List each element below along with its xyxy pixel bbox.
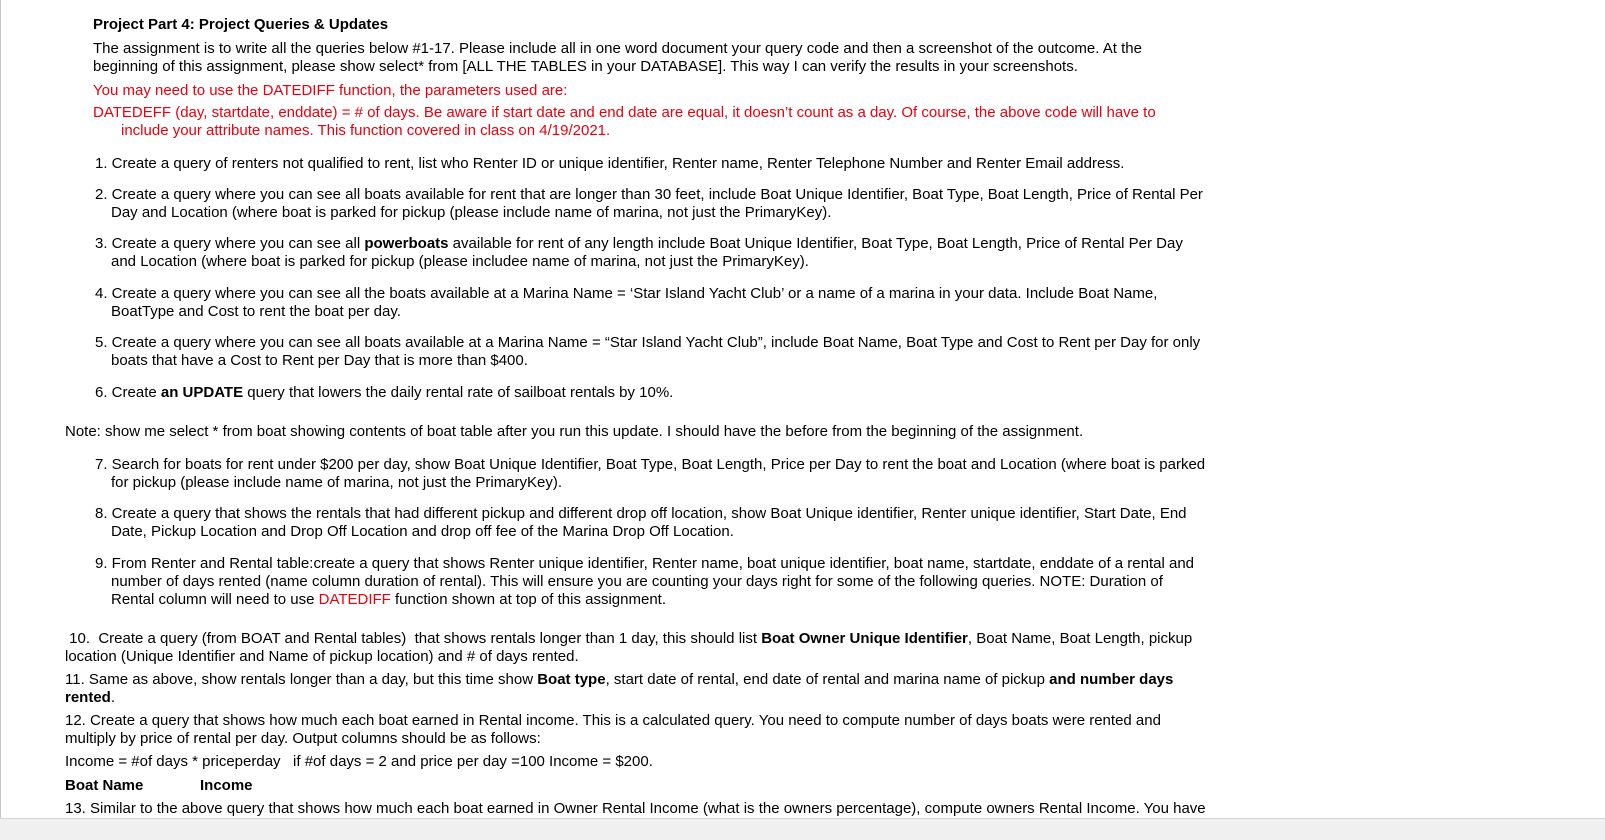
question-4-line-2: BoatType and Cost to rent the boat per day.: [111, 303, 401, 320]
question-6-pre: 6. Create: [95, 384, 161, 401]
question-10-bold: Boat Owner Unique Identifier: [761, 630, 968, 647]
question-3-post: available for rent of any length include Boat Unique Identifier, Boat Type, Boat Length, Price of Rental Per Day: [448, 235, 1183, 252]
question-9-line-3: [111, 591, 666, 609]
question-2-line-1: 2. Create a query where you can see all boats available for rent that are longer than 30 feet, include Boat Unique Identifier, Boat Type, Boat Length, Price of Rental Per: [95, 186, 1203, 203]
question-9-line-3-pre: Rental column will need to use: [111, 591, 319, 608]
horizontal-scrollbar[interactable]: [0, 818, 1605, 840]
question-9-line-1: 9. From Renter and Rental table:create a query that shows Renter unique identifier, Renter name, boat unique identifier, boat name, startdate, enddate of a rental and: [95, 555, 1195, 572]
question-11-bold-1: Boat type: [537, 671, 606, 688]
document-title: Project Part 4: Project Queries & Updates: [93, 16, 389, 33]
question-5-line-2: boats that have a Cost to Rent per Day that is more than $400.: [111, 352, 528, 369]
question-12-line-1: 12. Create a query that shows how much each boat earned in Rental income. This is a calculated query. You need to compute number of days boats were rented and: [65, 712, 1161, 729]
question-9-line-2: number of days rented (name column duration of rental). This will ensure you are counting your days right for some of the following queries. NOTE: Duration of: [111, 573, 1163, 590]
datediff-note-line-2: DATEDEFF (day, startdate, enddate) = # of days. Be aware if start date and end date are equal, it doesn’t count as a day. Of course, the above code will have to: [93, 104, 1156, 121]
question-9-datediff: DATEDIFF: [318, 591, 391, 608]
question-10-pre: 10. Create a query (from BOAT and Rental tables) that shows rentals longer than 1 day, this should list: [65, 630, 762, 647]
question-13-line-1: 13. Similar to the above query that shows how much each boat earned in Owner Rental Income (what is the owners percentage), compute owners Rental Income. You have: [65, 800, 1206, 817]
question-11-rented: rented: [65, 689, 111, 706]
question-3-bold: powerboats: [364, 235, 449, 252]
question-3-line-1: [95, 235, 1183, 253]
question-3-pre: 3. Create a query where you can see all: [95, 235, 365, 252]
question-10-post: , Boat Name, Boat Length, pickup: [967, 630, 1193, 647]
question-6-bold: an UPDATE: [160, 384, 244, 401]
question-6: [95, 384, 673, 402]
intro-line-1: The assignment is to write all the queries below #1-17. Please include all in one word document your query code and then a screenshot of the outcome. At the: [93, 40, 1142, 57]
intro-line-2: beginning of this assignment, please show select* from [ALL THE TABLES in your DATABASE]. This way I can verify the results in your screenshots.: [93, 58, 1078, 75]
question-11-period: .: [110, 689, 116, 706]
question-11-mid: , start date of rental, end date of rental and marina name of pickup: [605, 671, 1050, 688]
question-2-line-2: Day and Location (where boat is parked for pickup (please include name of marina, not just the PrimaryKey).: [111, 204, 832, 221]
question-3-line-2: and Location (where boat is parked for pickup (please includee name of marina, not just the PrimaryKey).: [111, 253, 809, 270]
question-5-line-1: 5. Create a query where you can see all boats available at a Marina Name = “Star Island Yacht Club”, include Boat Name, Boat Type and Cost to Rent per Day for only: [95, 334, 1201, 351]
income-formula: Income = #of days * priceperday if #of days = 2 and price per day =100 Income = $200.: [65, 753, 653, 770]
right-margin: [1585, 0, 1605, 818]
update-note: Note: show me select * from boat showing contents of boat table after you run this update. I should have the before from the beginning of the assignment.: [65, 423, 1084, 440]
question-1: 1. Create a query of renters not qualified to rent, list who Renter ID or unique identifier, Renter name, Renter Telephone Number and Renter Email address.: [95, 155, 1125, 172]
question-6-post: query that lowers the daily rental rate of sailboat rentals by 10%.: [243, 384, 674, 401]
question-8-line-1: 8. Create a query that shows the rentals that had different pickup and different drop off location, show Boat Unique identifier, Renter unique identifier, Start Date, End: [95, 505, 1187, 522]
question-11-bold-2: and number days: [1049, 671, 1174, 688]
question-7-line-2: for pickup (please include name of marina, not just the PrimaryKey).: [111, 474, 563, 491]
question-11-line-2: [65, 689, 115, 707]
output-col-boat-name: Boat Name: [65, 777, 144, 794]
question-10-line-1: [65, 630, 1192, 648]
datediff-note-line-3: include your attribute names. This function covered in class on 4/19/2021.: [121, 122, 611, 139]
output-col-income: Income: [200, 777, 253, 794]
question-10-line-2: location (Unique Identifier and Name of pickup location) and # of days rented.: [65, 648, 579, 665]
question-7-line-1: 7. Search for boats for rent under $200 per day, show Boat Unique Identifier, Boat Type, Boat Length, Price per Day to rent the boat and Location (where boat is parked: [95, 456, 1206, 473]
datediff-note-line-1: You may need to use the DATEDIFF function, the parameters used are:: [93, 82, 568, 99]
question-9-line-3-post: function shown at top of this assignment.: [390, 591, 666, 608]
question-11-line-1: [65, 671, 1173, 689]
question-11-pre: 11. Same as above, show rentals longer than a day, but this time show: [65, 671, 538, 688]
question-12-line-2: multiply by price of rental per day. Output columns should be as follows:: [65, 730, 541, 747]
question-4-line-1: 4. Create a query where you can see all the boats available at a Marina Name = ‘Star Island Yacht Club’ or a name of a marina in your data. Include Boat Name,: [95, 285, 1158, 302]
question-8-line-2: Date, Pickup Location and Drop Off Location and drop off fee of the Marina Drop Off Location.: [111, 523, 734, 540]
